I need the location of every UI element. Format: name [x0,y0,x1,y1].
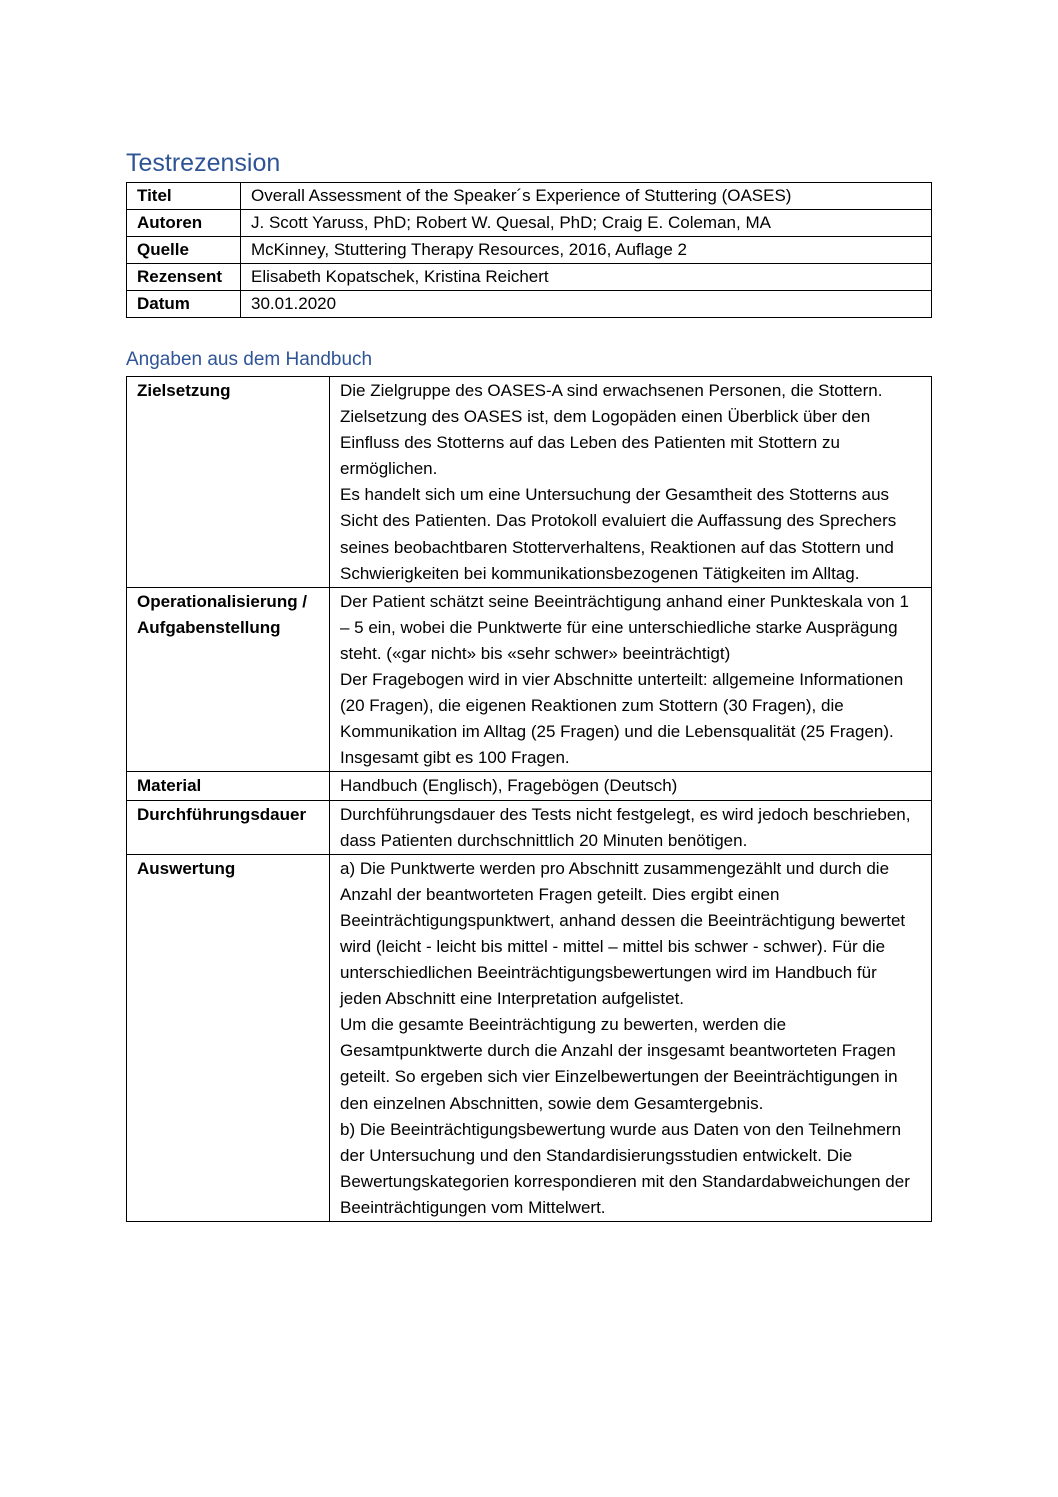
manual-info-table [126,376,932,1222]
meta-key: Autoren [127,210,241,237]
info-value [330,587,932,772]
meta-value: 30.01.2020 [241,291,932,318]
info-key: Operationalisierung / Aufgabenstellung [127,587,330,772]
info-value [330,854,932,1221]
info-paragraph: Die Zielgruppe des OASES-A sind erwachsenen Personen, die Stottern. [340,381,883,400]
meta-key: Quelle [127,237,241,264]
meta-value: J. Scott Yaruss, PhD; Robert W. Quesal, PhD; Craig E. Coleman, MA [241,210,932,237]
info-paragraph: b) Die Beeinträchtigungsbewertung wurde aus Daten von den Teilnehmern der Untersuchung und den Standardisierungsstudien entwickelt. Die Bewertungskategorien korrespondieren mit den Standardabweichungen der Beeinträchtigungen vom Mittelwert. [340,1119,910,1217]
meta-value: McKinney, Stuttering Therapy Resources, 2016, Auflage 2 [241,237,932,264]
meta-row-date [127,291,932,318]
info-paragraph: Zielsetzung des OASES ist, dem Logopäden einen Überblick über den Einfluss des Stotterns auf das Leben des Patienten mit Stottern zu ermöglichen. [340,407,871,479]
info-key: Durchführungsdauer [127,800,330,854]
info-key: Material [127,772,330,800]
info-row-material [127,772,932,800]
info-paragraph: Der Patient schätzt seine Beeinträchtigung anhand einer Punkteskala von 1 – 5 ein, wobei die Punktwerte für eine unterschiedliche starke Ausprägung steht. («gar nicht» bis «sehr schwer» beeinträchtigt) [340,591,909,663]
meta-row-authors [127,210,932,237]
info-paragraph: Handbuch (Englisch), Fragebögen (Deutsch) [340,776,678,796]
info-row-duration [127,800,932,854]
info-row-goal [127,377,932,588]
info-value [330,800,932,854]
meta-row-title [127,183,932,210]
meta-value: Elisabeth Kopatschek, Kristina Reichert [241,264,932,291]
meta-key: Rezensent [127,264,241,291]
info-value [330,377,932,588]
info-paragraph: Der Fragebogen wird in vier Abschnitte unterteilt: allgemeine Informationen (20 Fragen), die eigenen Reaktionen zum Stottern (30 Fragen), die Kommunikation im Alltag (25 Fragen) und die Lebensqualität (25 Fragen). Insgesamt gibt es 100 Fragen. [340,670,904,768]
info-paragraph: Es handelt sich um eine Untersuchung der Gesamtheit des Stotterns aus Sicht des Patienten. Das Protokoll evaluiert die Auffassung des Sprechers seines beobachtbaren Stotterverhaltens, Reaktionen auf das Stottern und Schwierigkeiten bei kommunikationsbezogenen Tätigkeiten im Alltag. [340,485,897,583]
meta-key: Datum [127,291,241,318]
info-row-evaluation [127,854,932,1221]
info-value [330,772,932,800]
info-paragraph: Durchführungsdauer des Tests nicht festgelegt, es wird jedoch beschrieben, dass Patienten durchschnittlich 20 Minuten benötigen. [340,804,911,850]
info-paragraph: Um die gesamte Beeinträchtigung zu bewerten, werden die Gesamtpunktwerte durch die Anzahl der insgesamt beantworteten Fragen geteilt. So ergeben sich vier Einzelbewertungen der Beeinträchtigungen in den einzelnen Abschnitten, sowie dem Gesamtergebnis. [340,1015,898,1113]
info-key: Auswertung [127,854,330,1221]
page-title: Testrezension [126,149,281,177]
section-heading: Angaben aus dem Handbuch [126,349,373,370]
info-paragraph: a) Die Punktwerte werden pro Abschnitt zusammengezählt und durch die Anzahl der beantworteten Fragen geteilt. Dies ergibt einen Beeinträchtigungspunktwert, anhand dessen die Beeinträchtigung bewertet wird (leicht - leicht bis mittel - mittel – mittel bis schwer - schwer). Für die unterschiedlichen Beeinträchtigungsbewertungen wird im Handbuch für jeden Abschnitt eine Interpretation aufgelistet. [340,858,906,1009]
meta-key: Titel [127,183,241,210]
meta-row-source [127,237,932,264]
info-key: Zielsetzung [127,377,330,588]
meta-row-reviewer [127,264,932,291]
meta-value: Overall Assessment of the Speaker´s Experience of Stuttering (OASES) [241,183,932,210]
meta-table [126,182,932,318]
info-row-operationalization [127,587,932,772]
